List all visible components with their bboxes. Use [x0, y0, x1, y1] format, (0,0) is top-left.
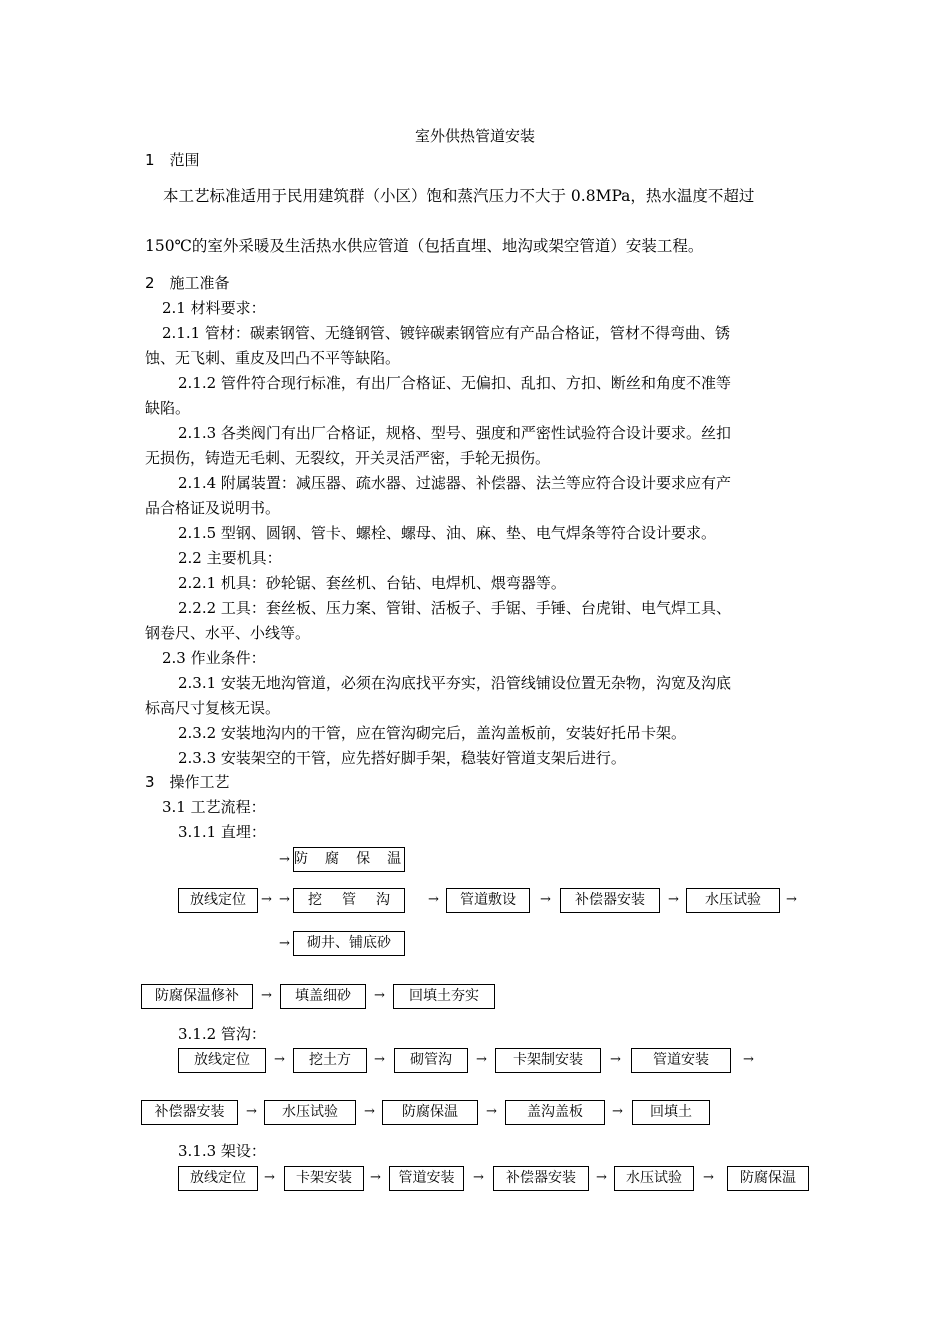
text-line: 2.1.5 型钢、圆钢、管卡、螺栓、螺母、油、麻、垫、电气焊条等符合设计要求。 [178, 524, 716, 542]
arrow-icon: → [596, 1170, 607, 1185]
arrow-icon: → [264, 1170, 275, 1185]
text-line: 2.3.2 安装地沟内的干管，应在管沟砌完后，盖沟盖板前，安装好托吊卡架。 [178, 724, 686, 742]
flow-box: 砌管沟 [394, 1048, 468, 1073]
flow-box: 水压试验 [614, 1166, 694, 1191]
section-2-heading: 2 施工准备 [145, 274, 230, 292]
flow-box: 水压试验 [264, 1100, 356, 1125]
text-line: 2.3 作业条件： [162, 649, 266, 667]
text-line: 3.1.2 管沟： [178, 1025, 266, 1043]
text-line: 钢卷尺、水平、小线等。 [145, 624, 311, 642]
arrow-icon: → [473, 1170, 484, 1185]
text-line: 2.1.1 管材：碳素钢管、无缝钢管、镀锌碳素钢管应有产品合格证，管材不得弯曲、锈 [162, 324, 730, 342]
arrow-icon: → [279, 892, 290, 907]
flow-box-dig [293, 888, 405, 913]
text-line: 品合格证及说明书。 [145, 499, 281, 517]
flow-box: 防腐保温修补 [141, 984, 253, 1009]
arrow-icon: → [612, 1104, 623, 1119]
flow-box: 卡架制安装 [495, 1048, 601, 1073]
flow-box: 补偿器安装 [560, 888, 660, 913]
page-title: 室外供热管道安装 [414, 127, 535, 145]
flow-box: 防腐保温 [382, 1100, 478, 1125]
flow-box-top: 防 腐 保 温 [293, 847, 405, 872]
text-line: 2.1.2 管件符合现行标准，有出厂合格证、无偏扣、乱扣、方扣、断丝和角度不准等 [178, 374, 731, 392]
arrow-icon: → [668, 892, 679, 907]
flow-box: 防腐保温 [727, 1166, 809, 1191]
arrow-icon: → [610, 1052, 621, 1067]
flow-box: 挖土方 [293, 1048, 367, 1073]
flow-box: 放线定位 [178, 1048, 266, 1073]
flow-box: 补偿器安装 [493, 1166, 589, 1191]
arrow-icon: → [703, 1170, 714, 1185]
arrow-icon: → [274, 1052, 285, 1067]
flow-box-dig-char: 挖 [308, 892, 322, 908]
text-line: 3.1.1 直埋： [178, 823, 266, 841]
flow-box-bottom: 砌井、铺底砂 [293, 931, 405, 956]
flow-box: 水压试验 [686, 888, 780, 913]
arrow-icon: → [374, 988, 385, 1003]
text-line: 蚀、无飞刺、重皮及凹凸不平等缺陷。 [145, 349, 401, 367]
text-line: 2.1.3 各类阀门有出厂合格证，规格、型号、强度和严密性试验符合设计要求。丝扣 [178, 424, 731, 442]
text-line: 3.1 工艺流程： [162, 798, 266, 816]
flow-box: 填盖细砂 [280, 984, 366, 1009]
arrow-icon: → [540, 892, 551, 907]
text-line: 2.1 材料要求： [162, 299, 266, 317]
section-1-para-line-2: 150℃的室外采暖及生活热水供应管道（包括直埋、地沟或架空管道）安装工程。 [145, 237, 704, 255]
flow-box-dig-char: 管 [342, 892, 356, 908]
arrow-icon: → [476, 1052, 487, 1067]
text-line: 2.2.2 工具：套丝板、压力案、管钳、活板子、手锯、手锤、台虎钳、电气焊工具、 [178, 599, 731, 617]
flow-box: 回填土 [632, 1100, 710, 1125]
arrow-icon: → [261, 892, 272, 907]
text-line: 2.3.3 安装架空的干管，应先搭好脚手架，稳装好管道支架后进行。 [178, 749, 626, 767]
arrow-icon: → [364, 1104, 375, 1119]
arrow-icon: → [428, 892, 439, 907]
flow-box: 卡架安装 [284, 1166, 364, 1191]
text-line: 2.1.4 附属装置：减压器、疏水器、过滤器、补偿器、法兰等应符合设计要求应有产 [178, 474, 731, 492]
arrow-icon: → [370, 1170, 381, 1185]
flow-box: 放线定位 [178, 1166, 258, 1191]
text-line: 2.2 主要机具： [178, 549, 282, 567]
arrow-icon: → [279, 852, 290, 867]
section-3-heading: 3 操作工艺 [145, 773, 230, 791]
section-1-heading: 1 范围 [145, 151, 200, 169]
text-line: 2.3.1 安装无地沟管道，必须在沟底找平夯实，沿管线铺设位置无杂物，沟宽及沟底 [178, 674, 731, 692]
flow-box: 管道安装 [389, 1166, 464, 1191]
flow-box: 补偿器安装 [141, 1100, 238, 1125]
flow-box: 管道安装 [631, 1048, 731, 1073]
flow-box: 回填土夯实 [393, 984, 495, 1009]
section-1-para-line-1: 本工艺标准适用于民用建筑群（小区）饱和蒸汽压力不大于 0.8MPa，热水温度不超过 [163, 187, 755, 205]
flow-box-dig-char: 沟 [376, 892, 390, 908]
arrow-icon: → [246, 1104, 257, 1119]
text-line: 标高尺寸复核无误。 [145, 699, 281, 717]
arrow-icon: → [279, 936, 290, 951]
arrow-icon: → [743, 1052, 754, 1067]
text-line: 3.1.3 架设： [178, 1142, 266, 1160]
arrow-icon: → [486, 1104, 497, 1119]
text-line: 2.2.1 机具：砂轮锯、套丝机、台钻、电焊机、煨弯器等。 [178, 574, 566, 592]
arrow-icon: → [786, 892, 797, 907]
arrow-icon: → [261, 988, 272, 1003]
flow-box: 放线定位 [178, 888, 258, 913]
text-line: 缺陷。 [145, 399, 191, 417]
flow-box: 盖沟盖板 [505, 1100, 605, 1125]
text-line: 无损伤，铸造无毛刺、无裂纹，开关灵活严密，手轮无损伤。 [145, 449, 551, 467]
arrow-icon: → [374, 1052, 385, 1067]
flow-box: 管道敷设 [446, 888, 530, 913]
